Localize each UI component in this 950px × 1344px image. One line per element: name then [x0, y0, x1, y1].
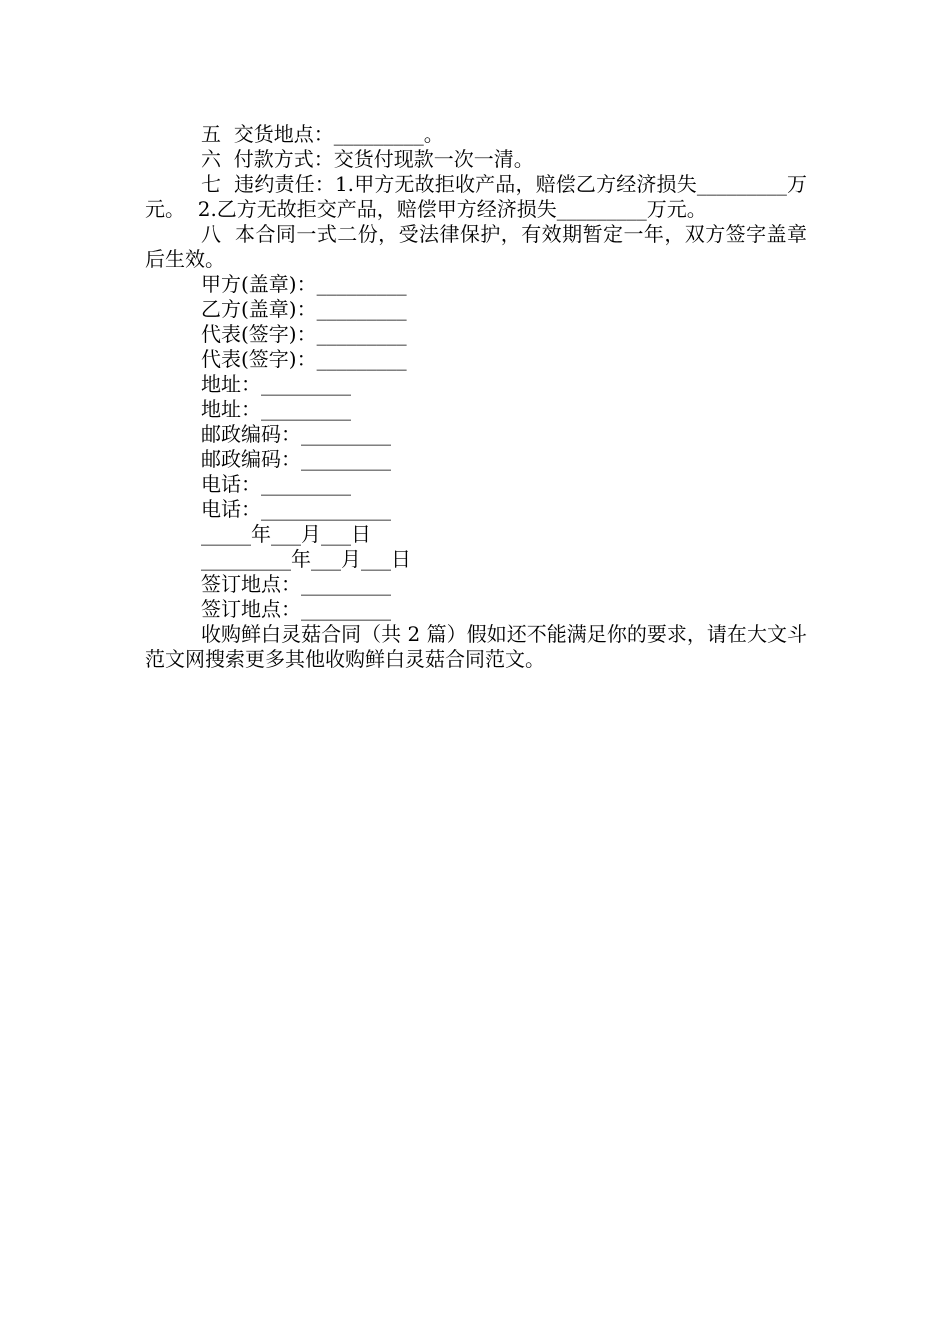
- clause-liability: 七 违约责任：1.甲方无故拒收产品，赔偿乙方经济损失_________万元。 2.乙方无故拒交产品，赔偿甲方经济损失_________万元。: [145, 172, 807, 221]
- party-b-seal: 乙方(盖章)：_________: [201, 297, 407, 321]
- representative-b-signature: 代表(签字)：_________: [201, 347, 407, 371]
- postal-code-a: 邮政编码：_________: [201, 422, 391, 446]
- party-a-seal: 甲方(盖章)：_________: [201, 272, 407, 296]
- clause-delivery-location: 五 交货地点：_________。: [201, 122, 444, 146]
- clause-copies: 八 本合同一式二份，受法律保护，有效期暂定一年，双方签字盖章 后生效。: [145, 222, 814, 271]
- signing-place-a: 签订地点：_________: [201, 572, 391, 596]
- phone-a: 电话：_________: [201, 472, 351, 496]
- closing-note: 收购鲜白灵菇合同（共 2 篇）假如还不能满足你的要求，请在大文斗范文网搜索更多其他收购鲜白灵菇合同范文。: [145, 622, 807, 671]
- phone-b: 电话：_____________: [201, 497, 391, 521]
- representative-a-signature: 代表(签字)：_________: [201, 322, 407, 346]
- signing-place-b: 签订地点：_________: [201, 597, 391, 621]
- address-a: 地址：_________: [201, 372, 351, 396]
- clause-payment-method: 六 付款方式：交货付现款一次一清。: [201, 147, 534, 171]
- postal-code-b: 邮政编码：_________: [201, 447, 391, 471]
- address-b: 地址：_________: [201, 397, 351, 421]
- document-body: [145, 122, 814, 672]
- date-a: _____年___月___日: [201, 522, 371, 546]
- date-b: _________年___月___日: [201, 547, 411, 571]
